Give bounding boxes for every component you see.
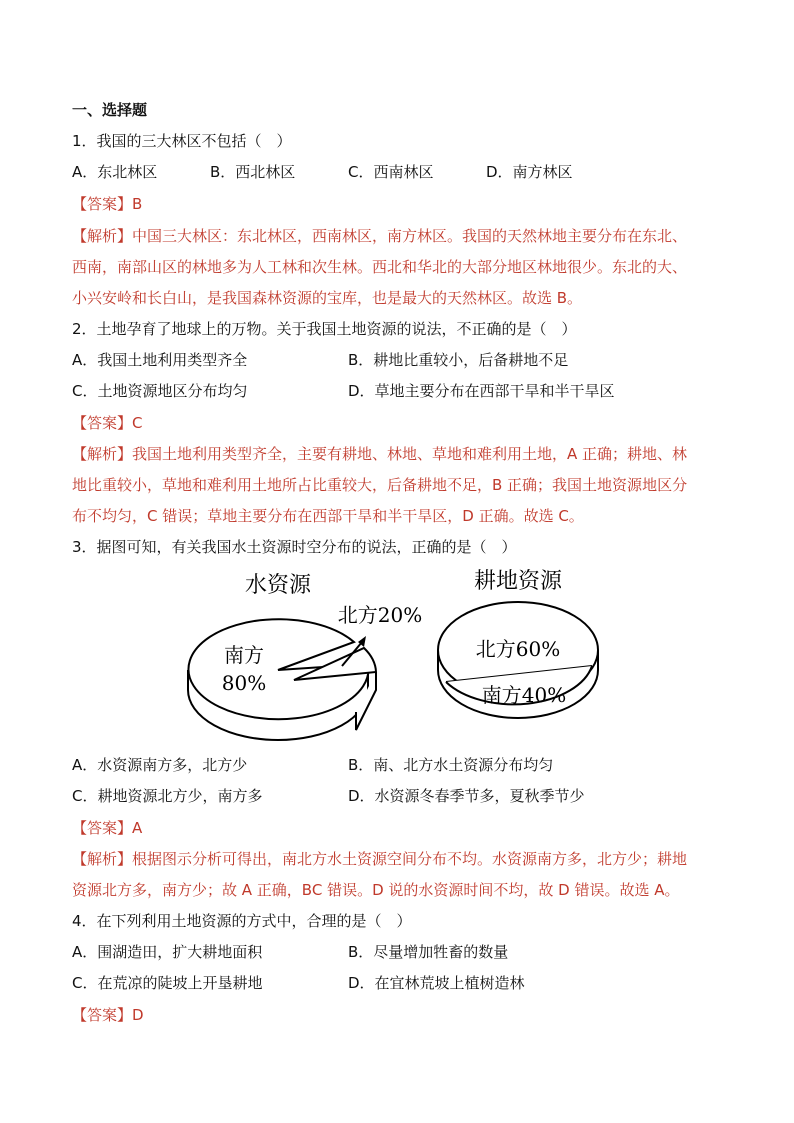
q3-option-c[interactable]: C．耕地资源北方少，南方多 <box>72 787 263 805</box>
water-south-percent: 80% <box>221 671 267 695</box>
water-pie <box>188 619 376 740</box>
question-4-stem: 4．在下列利用土地资源的方式中，合理的是（ ） <box>72 912 412 930</box>
q1-option-b[interactable]: B．西北林区 <box>210 163 296 181</box>
question-2-stem: 2．土地孕育了地球上的万物。关于我国土地资源的说法，不正确的是（ ） <box>72 320 577 338</box>
q3-analysis-line-2: 资源北方多，南方少；故 A 正确，BC 错误。D 说的水资源时间不均，故 D 错误。故选 A。 <box>72 881 680 899</box>
q1-option-c[interactable]: C．西南林区 <box>348 163 434 181</box>
q4-option-a[interactable]: A．围湖造田，扩大耕地面积 <box>72 943 263 961</box>
resource-pie-figure <box>184 562 614 747</box>
q1-analysis-line-3: 小兴安岭和长白山，是我国森林资源的宝库，也是最大的天然林区。故选 B。 <box>72 289 583 307</box>
question-1-answer: 【答案】B <box>72 195 143 213</box>
q1-analysis-line-1: 【解析】中国三大林区：东北林区，西南林区，南方林区。我国的天然林地主要分布在东北、 <box>72 227 688 245</box>
q2-analysis-line-1: 【解析】我国土地利用类型齐全，主要有耕地、林地、草地和难利用土地，A 正确；耕地、林 <box>72 445 688 463</box>
land-title: 耕地资源 <box>473 569 563 594</box>
resource-pie-svg <box>184 562 614 747</box>
question-1-stem: 1．我国的三大林区不包括（ ） <box>72 132 292 150</box>
water-south-label: 南方 <box>224 643 264 667</box>
water-title: 水资源 <box>244 573 312 598</box>
q2-option-a[interactable]: A．我国土地利用类型齐全 <box>72 351 248 369</box>
q2-option-c[interactable]: C．土地资源地区分布均匀 <box>72 382 248 400</box>
q2-analysis-line-2: 地比重较小，草地和难利用土地所占比重较大，后备耕地不足，B 正确；我国土地资源地区分 <box>72 476 688 494</box>
question-3-stem: 3．据图可知，有关我国水土资源时空分布的说法，正确的是（ ） <box>72 538 517 556</box>
q1-analysis-line-2: 西南，南部山区的林地多为人工林和次生林。西北和华北的大部分地区林地很少。东北的大、 <box>72 258 688 276</box>
q3-option-d[interactable]: D．水资源冬春季节多，夏秋季节少 <box>348 787 585 805</box>
question-2-answer: 【答案】C <box>72 414 143 432</box>
q3-option-a[interactable]: A．水资源南方多，北方少 <box>72 756 248 774</box>
q3-analysis-line-1: 【解析】根据图示分析可得出，南北方水土资源空间分布不均。水资源南方多，北方少；耕地 <box>72 850 688 868</box>
water-north-label: 北方20% <box>337 603 423 627</box>
land-north-label: 北方60% <box>475 637 561 661</box>
q3-option-b[interactable]: B．南、北方水土资源分布均匀 <box>348 756 554 774</box>
section-title: 一、选择题 <box>72 101 148 119</box>
q4-option-c[interactable]: C．在荒凉的陡坡上开垦耕地 <box>72 974 263 992</box>
question-3-answer: 【答案】A <box>72 819 143 837</box>
q4-option-b[interactable]: B．尽量增加牲畜的数量 <box>348 943 509 961</box>
q2-option-d[interactable]: D．草地主要分布在西部干旱和半干旱区 <box>348 382 615 400</box>
land-south-label: 南方40% <box>481 683 567 707</box>
q2-option-b[interactable]: B．耕地比重较小，后备耕地不足 <box>348 351 569 369</box>
q1-option-a[interactable]: A．东北林区 <box>72 163 158 181</box>
q4-option-d[interactable]: D．在宜林荒坡上植树造林 <box>348 974 525 992</box>
q2-analysis-line-3: 布不均匀，C 错误；草地主要分布在西部干旱和半干旱区，D 正确。故选 C。 <box>72 507 584 525</box>
q1-option-d[interactable]: D．南方林区 <box>486 163 573 181</box>
question-4-answer: 【答案】D <box>72 1006 144 1024</box>
